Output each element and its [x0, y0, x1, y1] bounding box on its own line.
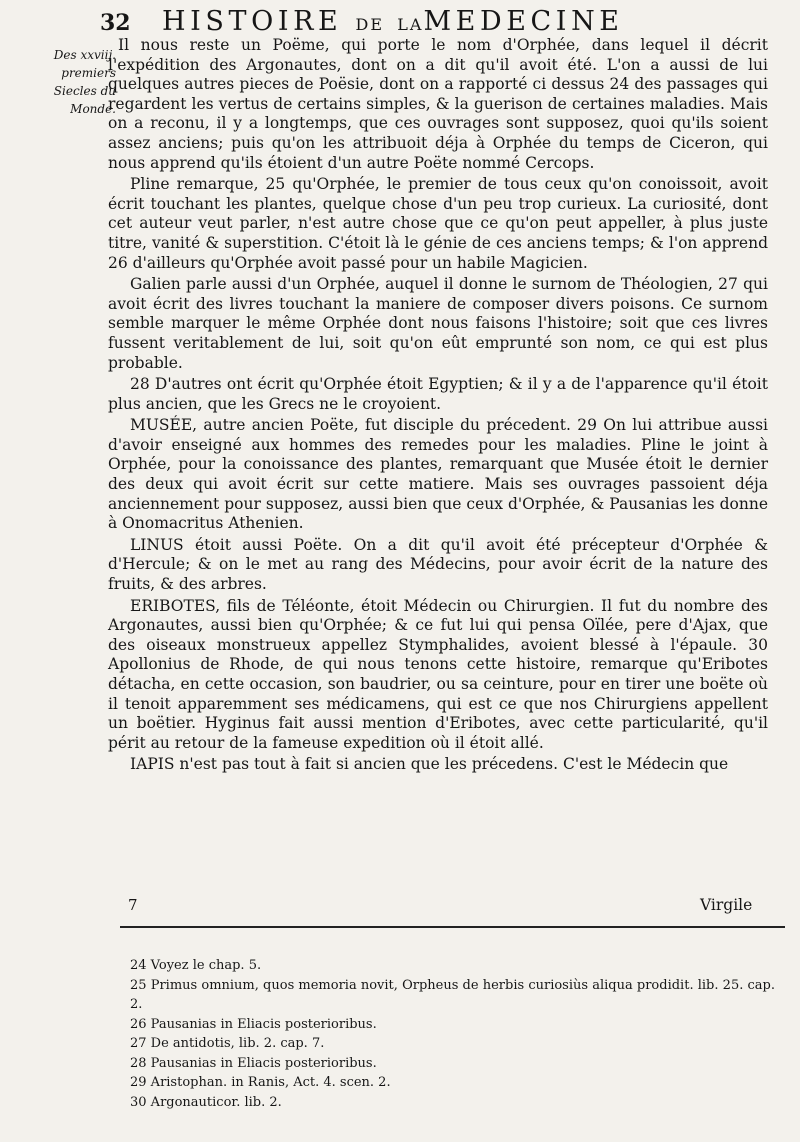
paragraph-eribotes: ERIBOTES, fils de Téléonte, étoit Médecin ou Chirurgien. Il fut du nombre des Argonautes, aussi bien qu'Orphée; & ce fut lui qui pensa Oïlée, pere d'Ajax, que des oiseaux monstrueux appellez Stymphalides, avoient blessé à l'épaule. 30 Apollonius de Rhode, de qui nous tenons cette histoire, remarque qu'Eribotes détacha, en cette occasion, son baudrier, ou sa ceinture, pour en tirer une boëte où il tenoit apparemment ses médicamens, qui est ce que nos Chirurgiens appellent un boëtier. Hyginus fait aussi mention d'Eribotes, avec cette particularité, qu'il périt au retour de la fameuse expedition où il étoit allé.: [108, 596, 768, 752]
footnote-30: 30 Argonauticor. lib. 2.: [130, 1094, 282, 1110]
paragraph-iapis: IAPIS n'est pas tout à fait si ancien que les précedens. C'est le Médecin que: [130, 755, 729, 774]
paragraph-galien: Galien parle aussi d'un Orphée, auquel il donne le surnom de Théologien, 27 qui avoit écrit des livres touchant la maniere de composer divers poisons. Ce surnom semble marquer le même Orphée dont nous faisons l'histoire; soit que ces livres fussent veritablement de lui, soit qu'on eût emprunté son nom, ce qui est plus probable.: [108, 275, 768, 372]
running-title-part-b: MEDECINE: [423, 6, 624, 37]
catchword: Virgile: [700, 896, 753, 914]
paragraph-linus: LINUS étoit aussi Poëte. On a dit qu'il avoit été précepteur d'Orphée & d'Hercule; & on le met au rang des Médecins, pour avoir écrit de la nature des fruits, & des arbres.: [108, 535, 768, 594]
footnote-27: 27 De antidotis, lib. 2. cap. 7.: [130, 1036, 325, 1051]
footnotes: [130, 956, 775, 1112]
footnote-24: 24 Voyez le chap. 5.: [130, 958, 262, 973]
running-title-la: LA: [397, 15, 424, 34]
footnote-26: 26 Pausanias in Eliacis posterioribus.: [130, 1016, 377, 1032]
footnote-divider: [120, 926, 785, 928]
paragraph-orphee-poeme: Il nous reste un Poëme, qui porte le nom d'Orphée, dans lequel il décrit l'expédition des Argonautes, dont on a dit qu'il avoit été. L'on a aussi de lui quelques autres pieces de Poësie, dont on a rapporté ci dessus 24 des passages qui regardent les vertus de certains simples, & la guerison de certaines maladies. Mais on a reconu, il y a longtemps, que ces ouvrages sont supposez, quoi qu'ils soient assez anciens; puis qu'on les attribuoit déja à Orphée du temps de Ciceron, qui nous apprend qu'ils étoient d'un autre Poëte nommé Cercops.: [108, 36, 768, 172]
page-number: 32: [100, 10, 131, 36]
paragraph-musee: MUSÉE, autre ancien Poëte, fut disciple du précedent. 29 On lui attribue aussi d'avoir enseigné aux hommes des remedes pour les maladies. Pline le joint à Orphée, pour la conoissance des plantes, remarquant que Musée étoit le dernier des deux qui avoit écrit sur cette matiere. Mais ses ouvrages passoient déja anciennement pour supposez, aussi bien que ceux d'Orphée, & Pausanias les donne à Onomacritus Athenien.: [108, 416, 768, 533]
running-header: [100, 4, 790, 38]
running-title-de: DE: [355, 15, 385, 34]
margin-note: Des xxviij. premiers Siecles du Monde.: [53, 48, 116, 116]
footnote-25: 25 Primus omnium, quos memoria novit, Orpheus de herbis curiosiùs aliqua prodidit. lib. 25. cap. 2.: [130, 977, 775, 1012]
main-text: [108, 36, 768, 777]
footnote-28: 28 Pausanias in Eliacis posterioribus.: [130, 1055, 377, 1071]
paragraph-pline: Pline remarque, 25 qu'Orphée, le premier de tous ceux qu'on conoissoit, avoit écrit touchant les plantes, quelque chose d'un peu trop curieux. La curiosité, dont cet auteur veut parler, n'est autre chose que ce qu'on peut appeller, à plus juste titre, vanité & superstition. C'étoit là le génie de ces anciens temps; & l'on apprend 26 d'ailleurs qu'Orphée avoit passé pour un habile Magicien.: [108, 175, 768, 272]
running-title-part-a: HISTOIRE: [162, 6, 343, 37]
paragraph-egyptien: 28 D'autres ont écrit qu'Orphée étoit Egyptien; & il y a de l'apparence qu'il étoit plus ancien, que les Grecs ne le croyoient.: [108, 375, 768, 413]
footnote-29: 29 Aristophan. in Ranis, Act. 4. scen. 2.: [130, 1075, 391, 1090]
signature-mark: 7: [128, 896, 138, 914]
running-title: [162, 6, 624, 37]
